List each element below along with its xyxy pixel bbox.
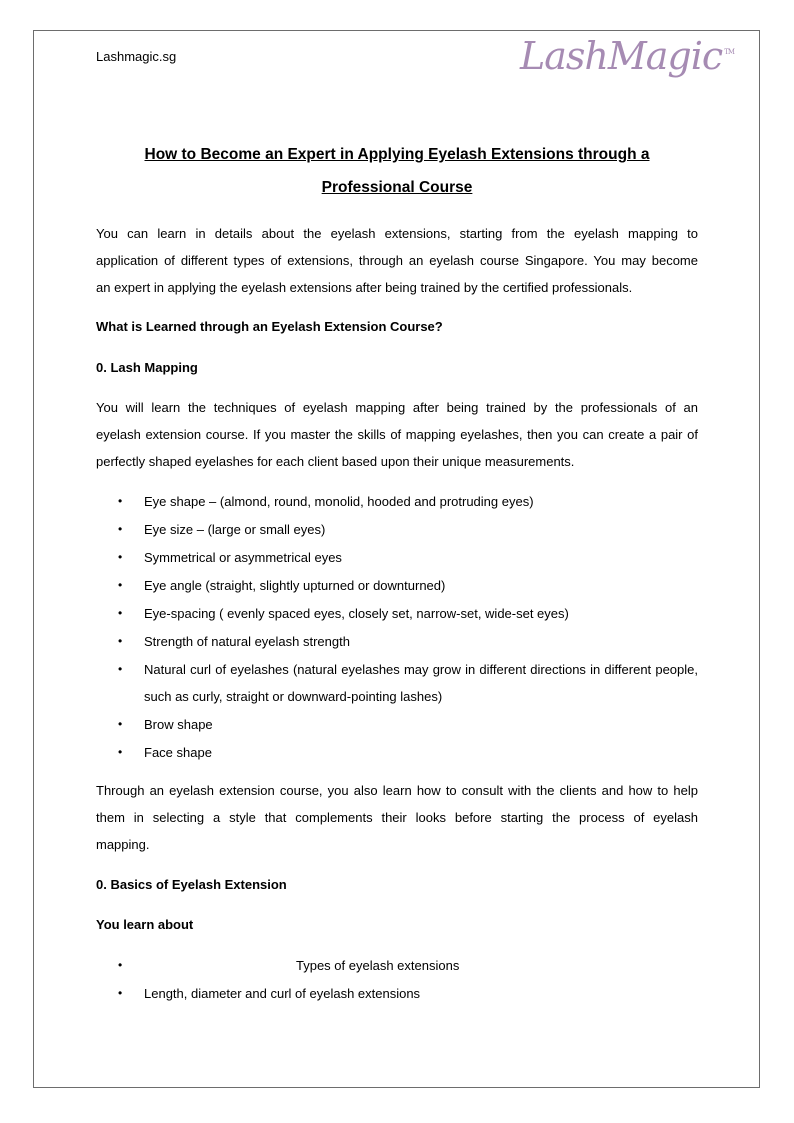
- bullet-icon: •: [118, 550, 123, 564]
- header-site-name: Lashmagic.sg: [96, 49, 177, 64]
- bullet-icon: •: [118, 662, 123, 676]
- lash-mapping-paragraph: [96, 394, 698, 475]
- list-item-text: Eye shape – (almond, round, monolid, hooded and protruding eyes): [144, 494, 534, 509]
- eye-features-list: [96, 488, 698, 767]
- bullet-icon: •: [118, 494, 123, 508]
- list-item-text: Face shape: [144, 745, 212, 760]
- intro-line-3: an expert in applying the eyelash extensions after being trained by the certified professionals.: [96, 280, 633, 295]
- bullet-icon: •: [118, 634, 123, 648]
- list-item: [96, 516, 698, 543]
- lash-mapping-heading: 0. Lash Mapping: [96, 360, 198, 375]
- bullet-icon: •: [118, 986, 123, 1000]
- list-item: [96, 980, 698, 1007]
- logo-trademark: TM: [724, 48, 735, 56]
- basics-heading: 0. Basics of Eyelash Extension: [96, 877, 287, 892]
- bullet-icon: •: [118, 745, 123, 759]
- basics-list: [96, 952, 698, 1008]
- bullet-icon: •: [118, 522, 123, 536]
- list-item-text: Eye-spacing ( evenly spaced eyes, closely set, narrow-set, wide-set eyes): [144, 606, 569, 621]
- list-item: [96, 488, 698, 515]
- list-item: [96, 544, 698, 571]
- bullet-icon: •: [118, 958, 123, 972]
- list-item: [96, 656, 698, 710]
- section-question-heading: What is Learned through an Eyelash Extension Course?: [96, 319, 443, 334]
- bullet-icon: •: [118, 578, 123, 592]
- document-title-line-1: How to Become an Expert in Applying Eyelash Extensions through a: [144, 146, 650, 163]
- list-item: [96, 739, 698, 766]
- consultation-line-2: them in selecting a style that complements their looks before starting the process of eyelash: [96, 810, 698, 825]
- list-item-text: Strength of natural eyelash strength: [144, 634, 350, 649]
- intro-line-1: You can learn in details about the eyelash extensions, starting from the eyelash mapping to: [96, 226, 698, 241]
- intro-paragraph: [96, 220, 698, 301]
- list-item: [96, 600, 698, 627]
- lash-mapping-line-1: You will learn the techniques of eyelash mapping after being trained by the professionals of an: [96, 400, 698, 415]
- list-item-text: Symmetrical or asymmetrical eyes: [144, 550, 342, 565]
- list-item-text: Eye size – (large or small eyes): [144, 522, 326, 537]
- intro-line-2: application of different types of extensions, through an eyelash course Singapore. You may become: [96, 253, 698, 268]
- consultation-line-3: mapping.: [96, 837, 150, 852]
- bullet-icon: •: [118, 717, 123, 731]
- document-title-line-2: Professional Course: [321, 179, 473, 196]
- list-item: [96, 572, 698, 599]
- you-learn-about-heading: You learn about: [96, 917, 194, 932]
- list-item-text: Eye angle (straight, slightly upturned or downturned): [144, 578, 446, 593]
- bullet-icon: •: [118, 606, 123, 620]
- list-item: [96, 711, 698, 738]
- lash-mapping-line-2: eyelash extension course. If you master the skills of mapping eyelashes, then you can create a pair of: [96, 427, 698, 442]
- list-item-text: Types of eyelash extensions: [296, 958, 460, 973]
- lashmagic-logo: [520, 34, 734, 78]
- logo-text: LashMagic: [520, 34, 723, 78]
- list-item: [96, 952, 698, 979]
- list-item-text: Brow shape: [144, 717, 213, 732]
- list-item: [96, 628, 698, 655]
- consultation-line-1: Through an eyelash extension course, you also learn how to consult with the clients and how to help: [96, 783, 698, 798]
- consultation-paragraph: [96, 777, 698, 858]
- list-item-text: Length, diameter and curl of eyelash extensions: [144, 986, 421, 1001]
- list-item-text: Natural curl of eyelashes (natural eyelashes may grow in different directions in different people, such as curly, straight or downward-pointing lashes): [144, 662, 698, 704]
- lash-mapping-line-3: perfectly shaped eyelashes for each client based upon their unique measurements.: [96, 454, 575, 469]
